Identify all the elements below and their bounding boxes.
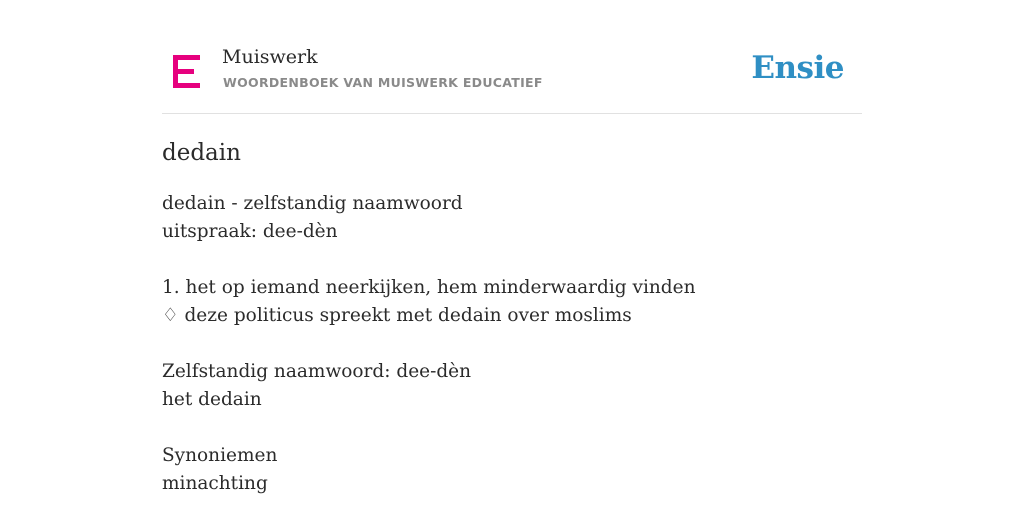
entry-line-synonym: minachting [162,473,268,494]
entry-content [162,132,862,498]
entry-body [162,190,862,498]
entry-line-pronunciation: uitspraak: dee-dèn [162,221,338,242]
entry-title: dedain [162,140,241,166]
entry-line-article: het dedain [162,389,262,410]
entry-line-definition: 1. het op iemand neerkijken, hem minderwaardig vinden [162,277,696,298]
entry-line-synonyms-heading: Synoniemen [162,445,278,466]
site-name[interactable]: Muiswerk [222,46,318,68]
site-subtitle: WOORDENBOEK VAN MUISWERK EDUCATIEF [223,75,543,90]
blank-line [162,330,862,358]
site-header [162,40,862,114]
entry-line-noun-pronunciation: Zelfstandig naamwoord: dee-dèn [162,361,472,382]
blank-line [162,246,862,274]
entry-line-example: ♢ deze politicus spreekt met dedain over moslims [162,305,632,326]
entry-line-word-type: dedain - zelfstandig naamwoord [162,193,463,214]
ensie-logo-link[interactable]: Ensie [751,50,844,86]
blank-line [162,414,862,442]
muiswerk-logo-icon[interactable] [173,55,200,88]
